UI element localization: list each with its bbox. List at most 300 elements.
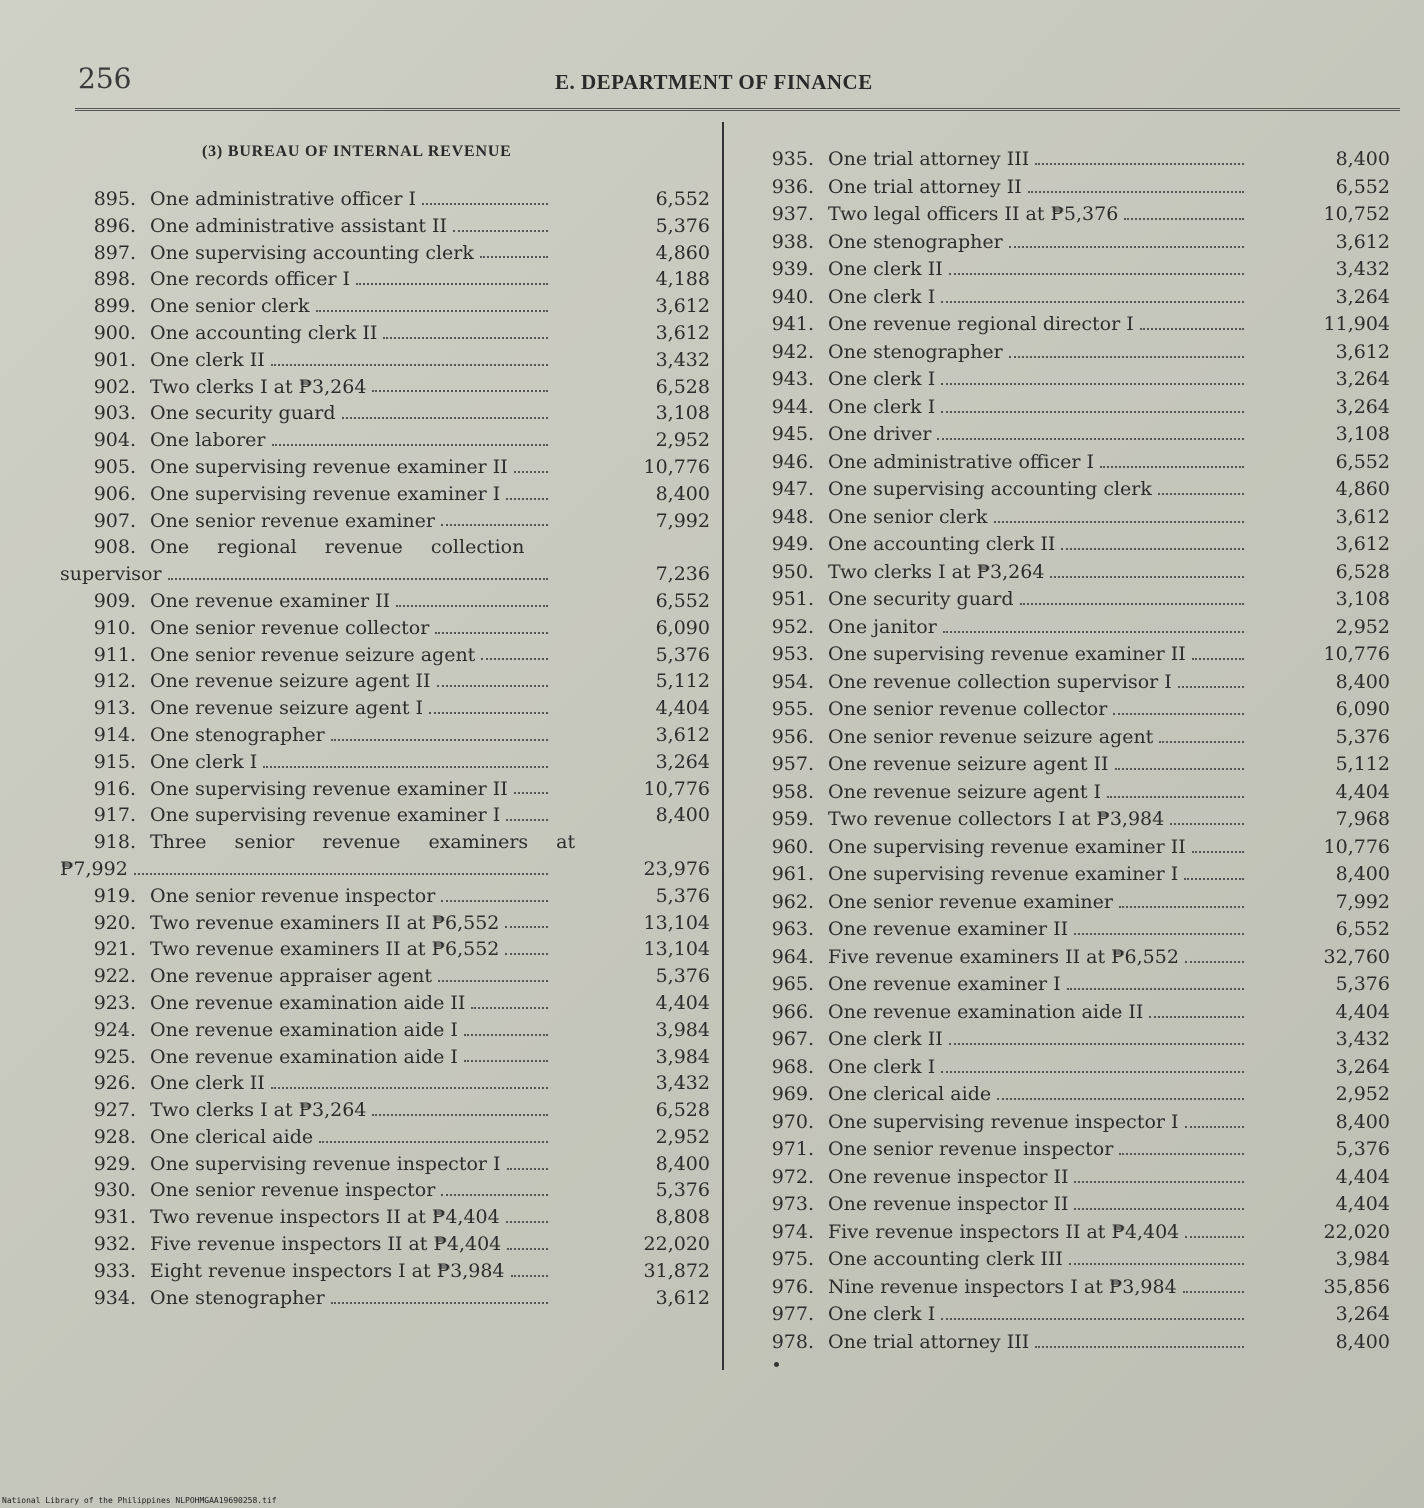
item-amount: 4,860	[1335, 478, 1390, 500]
table-row	[770, 641, 1390, 669]
table-row	[770, 916, 1390, 944]
leader-dots	[997, 1097, 1244, 1100]
item-number: 978.	[771, 1330, 814, 1353]
item-amount: 7,992	[655, 509, 710, 532]
item-description: One clerk I	[828, 395, 936, 418]
item-description: One laborer	[150, 429, 266, 452]
item-description: One supervising revenue examiner II	[828, 835, 1186, 858]
leader-dots	[1192, 850, 1244, 853]
item-description: One supervising accounting clerk	[150, 241, 474, 264]
item-number: 904.	[93, 429, 136, 452]
item-number: 941.	[771, 313, 814, 335]
item-lead	[828, 1274, 1250, 1302]
item-lead	[150, 1258, 554, 1285]
item-number: 939.	[771, 258, 814, 280]
item-description: Nine revenue inspectors I at ₱3,984	[828, 1275, 1177, 1298]
item-amount: 3,432	[1335, 1028, 1390, 1050]
table-row	[60, 963, 710, 990]
table-row	[770, 1301, 1390, 1329]
item-lead	[828, 1219, 1250, 1247]
item-number: 963.	[771, 918, 814, 940]
item-description: One stenographer	[828, 230, 1003, 253]
item-lead	[828, 751, 1250, 779]
leader-dots	[1178, 685, 1244, 688]
item-amount: 3,108	[655, 402, 710, 425]
leader-dots	[1124, 217, 1244, 220]
item-amount: 3,984	[1335, 1248, 1390, 1270]
item-description: One supervising revenue examiner I	[150, 482, 501, 505]
item-amount: 11,904	[1323, 313, 1390, 335]
item-amount: 8,400	[1335, 148, 1390, 170]
right-column	[770, 146, 1390, 1356]
item-number: 928.	[93, 1125, 136, 1148]
item-amount: 13,104	[643, 911, 710, 934]
item-number: 944.	[771, 395, 814, 418]
item-lead	[150, 454, 554, 481]
item-number: 969.	[771, 1083, 814, 1105]
table-row	[60, 695, 710, 722]
item-amount: 6,552	[655, 589, 710, 612]
item-description: One senior revenue inspector	[150, 884, 436, 907]
item-lead	[828, 916, 1250, 944]
table-row	[770, 1246, 1390, 1274]
item-description: Two clerks I at ₱3,264	[828, 560, 1045, 583]
item-description: One administrative officer I	[150, 188, 417, 210]
item-number: 964.	[771, 945, 814, 968]
item-amount: 3,432	[1335, 258, 1390, 280]
table-row	[770, 614, 1390, 642]
leader-dots	[506, 497, 548, 500]
table-row	[60, 1070, 710, 1097]
item-description: Eight revenue inspectors I at ₱3,984	[150, 1259, 505, 1282]
item-number: 924.	[93, 1018, 136, 1041]
item-amount: 6,528	[655, 1099, 710, 1122]
item-amount: 6,528	[1335, 560, 1390, 583]
table-row	[60, 722, 710, 749]
item-number: 960.	[771, 835, 814, 858]
item-amount: 10,776	[1323, 835, 1390, 858]
leader-dots	[342, 416, 548, 419]
item-amount: 3,612	[1335, 533, 1390, 555]
item-lead	[150, 588, 554, 615]
leader-dots	[453, 229, 548, 232]
item-number: 958.	[771, 780, 814, 803]
item-number: 974.	[771, 1220, 814, 1243]
item-description: One revenue examination aide II	[150, 991, 466, 1014]
table-row	[770, 201, 1390, 229]
item-description: One senior revenue examiner	[150, 509, 435, 532]
table-row	[770, 146, 1390, 174]
table-row	[60, 1204, 710, 1231]
table-row	[60, 1151, 710, 1178]
item-description: One clerk II	[150, 1072, 265, 1095]
table-row	[60, 508, 710, 535]
leader-dots	[1113, 712, 1244, 715]
item-amount: 4,404	[1335, 1000, 1390, 1023]
table-row	[60, 642, 710, 669]
table-row	[770, 999, 1390, 1027]
item-number: 911.	[93, 643, 136, 666]
table-row	[60, 293, 710, 320]
item-number: 897.	[93, 241, 136, 264]
table-row	[770, 504, 1390, 532]
item-amount: 3,984	[655, 1045, 710, 1068]
table-row	[60, 615, 710, 642]
item-lead	[150, 776, 554, 803]
item-lead	[150, 936, 554, 963]
item-amount: 3,612	[1335, 230, 1390, 253]
item-number: 953.	[771, 643, 814, 665]
leader-dots	[1192, 657, 1244, 660]
item-number: 909.	[93, 589, 136, 612]
table-row	[770, 806, 1390, 834]
item-amount: 8,808	[655, 1206, 710, 1229]
table-row	[60, 1124, 710, 1151]
leader-dots	[438, 979, 548, 982]
item-lead	[150, 320, 554, 347]
item-number: 923.	[93, 991, 136, 1014]
item-amount: 3,264	[1335, 368, 1390, 390]
leader-dots	[511, 1274, 549, 1277]
item-number: 956.	[771, 725, 814, 748]
item-lead	[150, 883, 554, 910]
leader-dots	[1149, 1015, 1244, 1018]
item-amount: 6,552	[1335, 175, 1390, 198]
item-amount: 8,400	[655, 1152, 710, 1175]
item-number: 915.	[93, 750, 136, 773]
table-row	[60, 1285, 710, 1312]
item-lead	[828, 1191, 1250, 1219]
item-number: 918.	[93, 831, 136, 854]
table-row	[770, 1219, 1390, 1247]
item-description: One stenographer	[150, 723, 325, 746]
item-description: One revenue inspector II	[828, 1165, 1069, 1188]
item-description: One revenue collection supervisor I	[828, 670, 1172, 693]
leader-dots	[505, 952, 548, 955]
item-lead	[150, 481, 554, 508]
item-lead	[828, 806, 1250, 834]
item-description-continued: supervisor	[60, 563, 162, 586]
page-number: 256	[78, 62, 132, 95]
table-row	[770, 559, 1390, 587]
leader-dots	[134, 872, 548, 875]
item-number: 931.	[93, 1206, 136, 1229]
item-number: 973.	[771, 1193, 814, 1215]
item-amount: 5,376	[655, 965, 710, 988]
table-row	[60, 936, 710, 963]
item-number: 932.	[93, 1233, 136, 1256]
leader-dots	[1185, 1125, 1244, 1128]
item-amount: 4,404	[655, 991, 710, 1014]
item-lead	[150, 802, 554, 829]
item-number: 929.	[93, 1152, 136, 1175]
bullet-mark	[774, 1362, 779, 1367]
table-row	[770, 1164, 1390, 1192]
leader-dots	[1119, 1152, 1244, 1155]
table-row	[770, 531, 1390, 559]
item-number: 975.	[771, 1248, 814, 1270]
item-description: One clerk I	[828, 1303, 936, 1325]
table-row	[770, 256, 1390, 284]
leader-dots	[1158, 492, 1244, 495]
leader-dots	[422, 202, 548, 205]
item-amount: 3,264	[1335, 1303, 1390, 1325]
leader-dots	[271, 363, 548, 366]
item-description: One supervising revenue examiner II	[828, 643, 1186, 665]
item-amount: 5,376	[1335, 973, 1390, 995]
leader-dots	[1074, 1207, 1244, 1210]
item-number: 908.	[93, 536, 136, 559]
item-lead	[828, 146, 1250, 174]
item-amount: 5,376	[1335, 1138, 1390, 1160]
header-rule	[75, 108, 1400, 111]
item-lead	[150, 1017, 554, 1044]
table-row	[60, 668, 710, 695]
item-lead	[828, 861, 1250, 889]
leader-dots	[941, 410, 1244, 413]
item-description: One security guard	[150, 402, 336, 425]
item-lead	[828, 1246, 1250, 1274]
item-description: One clerk I	[828, 368, 936, 390]
table-row	[770, 586, 1390, 614]
item-lead	[828, 449, 1250, 477]
item-amount: 8,400	[655, 804, 710, 827]
item-number: 899.	[93, 295, 136, 318]
item-lead	[828, 1026, 1250, 1054]
table-row	[770, 1191, 1390, 1219]
item-number: 900.	[93, 321, 136, 344]
item-amount: 32,760	[1323, 945, 1390, 968]
item-description: One accounting clerk III	[828, 1248, 1063, 1270]
table-row	[770, 1081, 1390, 1109]
item-number: 903.	[93, 402, 136, 425]
table-row	[770, 1054, 1390, 1082]
item-lead	[828, 559, 1250, 587]
item-description-continued: ₱7,992	[60, 857, 128, 880]
leader-dots	[1170, 822, 1244, 825]
item-number: 913.	[93, 697, 136, 720]
item-description: One senior revenue seizure agent	[150, 643, 476, 666]
item-lead	[150, 374, 554, 401]
item-description: One revenue regional director I	[828, 313, 1134, 335]
leader-dots	[514, 470, 548, 473]
table-row	[770, 476, 1390, 504]
item-number: 971.	[771, 1138, 814, 1160]
item-description: Five revenue inspectors II at ₱4,404	[828, 1220, 1180, 1243]
item-description: One supervising revenue examiner I	[150, 804, 501, 827]
item-description: One supervising revenue inspector I	[828, 1110, 1179, 1133]
item-amount: 2,952	[1335, 1083, 1390, 1105]
leader-dots	[1183, 1290, 1244, 1293]
item-amount: 8,400	[1335, 1330, 1390, 1353]
leader-dots	[994, 520, 1244, 523]
item-amount: 22,020	[643, 1233, 710, 1256]
item-description: Two revenue examiners II at ₱6,552	[150, 938, 500, 961]
table-row	[60, 400, 710, 427]
item-amount: 13,104	[643, 938, 710, 961]
left-column	[60, 186, 710, 1311]
item-description: One regional revenue collection	[150, 536, 525, 559]
item-lead	[150, 293, 554, 320]
item-description: One supervising accounting clerk	[828, 478, 1152, 500]
item-amount: 5,376	[655, 884, 710, 907]
table-row	[770, 971, 1390, 999]
item-amount: 10,776	[1323, 643, 1390, 665]
item-number: 916.	[93, 777, 136, 800]
item-number: 912.	[93, 670, 136, 693]
item-number: 954.	[771, 670, 814, 693]
leader-dots	[441, 523, 548, 526]
leader-dots	[464, 1059, 548, 1062]
item-description: One clerk I	[828, 1055, 936, 1078]
item-lead	[828, 229, 1250, 257]
item-lead	[828, 1054, 1250, 1082]
item-number: 945.	[771, 423, 814, 445]
leader-dots	[1185, 1235, 1244, 1238]
item-amount: 5,112	[655, 670, 710, 693]
item-number: 951.	[771, 588, 814, 610]
leader-dots	[464, 1033, 548, 1036]
item-number: 921.	[93, 938, 136, 961]
item-amount: 4,404	[1335, 780, 1390, 803]
table-row	[770, 1026, 1390, 1054]
table-row	[60, 1097, 710, 1124]
item-description: One clerical aide	[828, 1083, 992, 1105]
item-amount: 6,528	[655, 375, 710, 398]
table-row	[770, 696, 1390, 724]
item-description: One revenue seizure agent II	[150, 670, 431, 693]
item-amount: 5,112	[1335, 753, 1390, 775]
item-amount: 3,432	[655, 348, 710, 371]
table-row	[60, 266, 710, 293]
leader-dots	[481, 657, 548, 660]
item-number: 901.	[93, 348, 136, 371]
leader-dots	[168, 577, 548, 580]
item-description: One accounting clerk II	[150, 321, 378, 344]
item-lead	[150, 1124, 554, 1151]
item-amount: 6,090	[1335, 698, 1390, 720]
item-number: 946.	[771, 450, 814, 473]
item-lead	[828, 201, 1250, 229]
item-lead	[150, 240, 554, 267]
table-row	[770, 889, 1390, 917]
item-description: One clerk II	[150, 348, 265, 371]
item-number: 949.	[771, 533, 814, 555]
item-description: One clerk II	[828, 1028, 943, 1050]
item-lead	[150, 668, 554, 695]
leader-dots	[435, 631, 548, 634]
item-amount: 3,612	[655, 1286, 710, 1309]
item-lead	[828, 586, 1250, 614]
item-amount: 10,752	[1323, 203, 1390, 225]
item-amount: 4,404	[1335, 1193, 1390, 1215]
item-amount: 3,612	[655, 321, 710, 344]
item-number: 957.	[771, 753, 814, 775]
item-lead	[150, 963, 554, 990]
item-lead	[828, 971, 1250, 999]
leader-dots	[1069, 1262, 1244, 1265]
item-lead	[828, 1081, 1250, 1109]
table-row	[60, 1044, 710, 1071]
item-description: One senior revenue examiner	[828, 890, 1113, 913]
item-amount: 4,860	[655, 241, 710, 264]
item-lead	[150, 534, 632, 561]
item-lead	[150, 910, 554, 937]
scan-footer: National Library of the Philippines NLPOHMGAA19690258.tif	[2, 1496, 277, 1505]
item-lead	[150, 1204, 554, 1231]
item-amount: 3,612	[655, 295, 710, 318]
table-row	[770, 421, 1390, 449]
item-description: One janitor	[828, 615, 937, 638]
item-description: Five revenue inspectors II at ₱4,404	[150, 1233, 502, 1256]
leader-dots	[514, 791, 548, 794]
leader-dots	[941, 382, 1244, 385]
item-lead	[828, 834, 1250, 862]
table-row	[60, 454, 710, 481]
item-description: One clerk I	[150, 750, 258, 773]
item-description: One supervising revenue examiner II	[150, 777, 508, 800]
item-number: 977.	[771, 1303, 814, 1325]
leader-dots	[480, 255, 548, 258]
item-lead	[828, 256, 1250, 284]
leader-dots	[949, 1042, 1244, 1045]
table-row	[60, 347, 710, 374]
item-lead	[828, 779, 1250, 807]
leader-dots	[505, 925, 548, 928]
table-row	[60, 802, 710, 829]
leader-dots	[1115, 767, 1244, 770]
section-title: (3) BUREAU OF INTERNAL REVENUE	[202, 143, 512, 160]
item-lead	[828, 284, 1250, 312]
item-number: 936.	[771, 175, 814, 198]
item-description: One revenue inspector II	[828, 1193, 1069, 1215]
table-row	[60, 883, 710, 910]
leader-dots	[1185, 960, 1244, 963]
item-amount: 31,872	[643, 1259, 710, 1282]
item-number: 948.	[771, 505, 814, 528]
item-number: 938.	[771, 230, 814, 253]
table-row	[770, 1136, 1390, 1164]
item-lead	[150, 347, 554, 374]
item-description: One administrative officer I	[828, 450, 1095, 473]
item-amount: 6,090	[655, 616, 710, 639]
item-description: One accounting clerk II	[828, 533, 1056, 555]
item-description: One senior revenue collector	[150, 616, 430, 639]
item-description: One driver	[828, 423, 932, 445]
item-description: One revenue examination aide II	[828, 1000, 1144, 1023]
item-lead	[828, 944, 1250, 972]
item-number: 907.	[93, 509, 136, 532]
item-description: Two revenue examiners II at ₱6,552	[150, 911, 500, 934]
item-number: 937.	[771, 203, 814, 225]
item-description: Two legal officers II at ₱5,376	[828, 203, 1119, 225]
item-description: One revenue seizure agent I	[828, 780, 1101, 803]
item-description: One clerk I	[828, 285, 936, 308]
leader-dots	[506, 1220, 548, 1223]
table-row	[770, 366, 1390, 394]
leader-dots	[271, 1086, 548, 1089]
table-row	[60, 776, 710, 803]
item-number: 920.	[93, 911, 136, 934]
leader-dots	[1074, 932, 1244, 935]
leader-dots	[506, 818, 548, 821]
item-number: 898.	[93, 268, 136, 291]
item-amount: 22,020	[1323, 1220, 1390, 1243]
table-row	[60, 749, 710, 776]
item-lead	[828, 724, 1250, 752]
table-row	[770, 394, 1390, 422]
item-amount: 8,400	[1335, 670, 1390, 693]
